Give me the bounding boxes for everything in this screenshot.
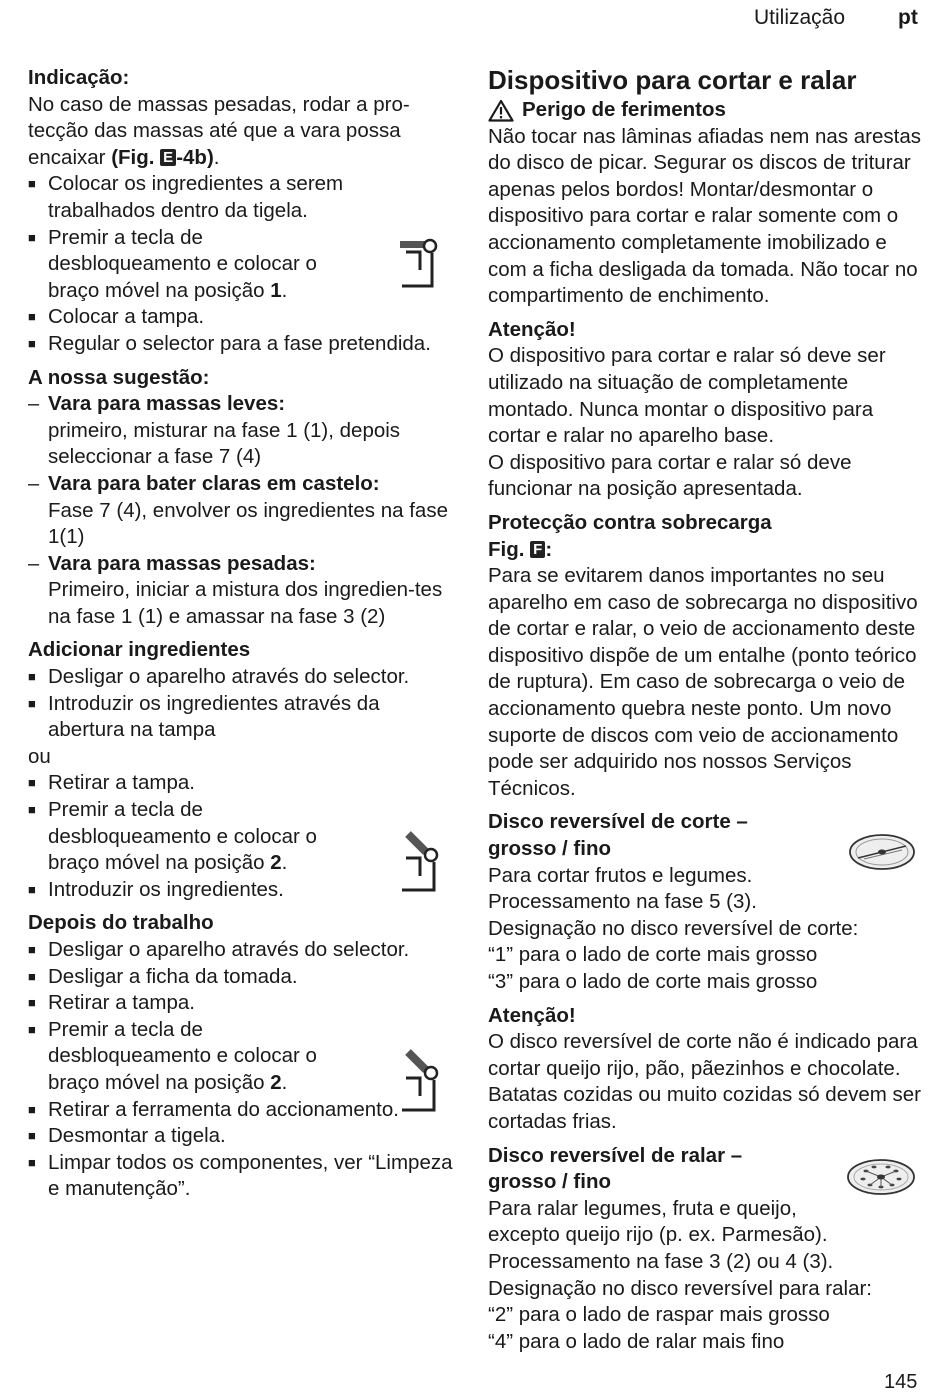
header-section: Utilização bbox=[754, 6, 846, 29]
header-language: pt bbox=[898, 6, 918, 29]
list-item: ■ Introduzir os ingredientes através da abertura na tampa bbox=[28, 691, 380, 742]
grating-disc-line: “2” para o lado de raspar mais grosso bbox=[488, 1303, 830, 1327]
danger-text: Não tocar nas lâminas afiadas nem nas arestas do disco de picar. Segurar os discos de triturar apenas pelos bordos! Montar/desmontar o dispositivo para cortar e ralar somente com o accionamento completamente imobilizado e com a ficha desligada da tomada. Não tocar no compartimento de enchimento. bbox=[488, 124, 922, 308]
list-item: ■ Regular o selector para a fase pretendida. bbox=[28, 331, 431, 355]
list-item: ■ Premir a tecla de desbloqueamento e colocar o braço móvel na posição 2. bbox=[28, 798, 317, 875]
left-column bbox=[28, 65, 453, 1203]
grating-disc-line: Designação no disco reversível para ralar: bbox=[488, 1276, 872, 1300]
warning-triangle-icon bbox=[488, 99, 514, 122]
cutting-disc-line: Para cortar frutos e legumes. bbox=[488, 863, 753, 887]
section-title: Dispositivo para cortar e ralar bbox=[488, 65, 857, 95]
list-item: ■ Desligar a ficha da tomada. bbox=[28, 964, 298, 988]
grating-disc-line: excepto queijo rijo (p. ex. Parmesão). bbox=[488, 1223, 828, 1247]
or-text: ou bbox=[28, 744, 51, 768]
grating-disc-line: “4” para o lado de ralar mais fino bbox=[488, 1329, 785, 1353]
cutting-disc-line: Designação no disco reversível de corte: bbox=[488, 916, 859, 940]
grating-disc-icon bbox=[846, 1157, 916, 1197]
arm-position-2-icon bbox=[398, 1048, 442, 1114]
figure-ref: (Fig. E -4b) bbox=[111, 145, 214, 169]
figure-badge-e: E bbox=[160, 149, 176, 166]
arm-position-2-icon bbox=[398, 830, 442, 894]
cutting-disc-heading: Disco reversível de corte – grosso / fino bbox=[488, 810, 748, 861]
list-item: ■ Colocar os ingredientes a serem trabalhados dentro da tigela. bbox=[28, 172, 344, 222]
suggestion-heading: A nossa sugestão: bbox=[28, 365, 210, 389]
list-item: ■ Desmontar a tigela. bbox=[28, 1124, 226, 1148]
list-item: – Vara para massas pesadas: Primeiro, iniciar a mistura dos ingredien-tes na fase 1 (1) e amassar na fase 3 (2) bbox=[28, 551, 443, 628]
list-item: ■ Limpar todos os componentes, ver “Limpeza e manutenção”. bbox=[28, 1150, 453, 1201]
list-item: ■ Desligar o aparelho através do selector. bbox=[28, 665, 410, 689]
grating-disc-heading: Disco reversível de ralar – grosso / fino bbox=[488, 1143, 743, 1194]
list-item: ■ Premir a tecla de desbloqueamento e colocar o braço móvel na posição 2. bbox=[28, 1017, 317, 1094]
overload-heading: Protecção contra sobrecarga bbox=[488, 510, 772, 534]
page-number: 145 bbox=[884, 1371, 918, 1393]
list-item: ■ Retirar a ferramenta do accionamento. bbox=[28, 1097, 399, 1121]
list-item: – Vara para bater claras em castelo: Fase 7 (4), envolver os ingredientes na fase 1(1) bbox=[28, 471, 448, 549]
attention-text: O dispositivo para cortar e ralar só deve ser utilizado na situação de completamente montado. Nunca montar o dispositivo para cortar e ralar no aparelho base. bbox=[488, 344, 886, 448]
overload-text: Para se evitarem danos importantes no seu aparelho em caso de sobrecarga no dispositivo de cortar e ralar, o veio de accionamento deste dispositivo dispõe de um entalhe (ponto teórico de ruptura). Em caso de sobrecarga o veio de accionamento quebra neste ponto. Um novo suporte de discos com veio de accionamento pode ser adquirido nos nossos Serviços Técnicos. bbox=[488, 564, 918, 800]
cutting-disc-line: “1” para o lado de corte mais grosso bbox=[488, 943, 818, 967]
attention-text: O dispositivo para cortar e ralar só deve funcionar na posição apresentada. bbox=[488, 450, 852, 501]
danger-heading: Perigo de ferimentos bbox=[488, 97, 928, 124]
arm-position-1-icon bbox=[398, 238, 442, 290]
after-work-heading: Depois do trabalho bbox=[28, 911, 214, 935]
list-item: ■ Introduzir os ingredientes. bbox=[28, 877, 284, 901]
figure-badge-f: F bbox=[530, 541, 545, 558]
list-item: ■ Colocar a tampa. bbox=[28, 305, 205, 329]
cutting-disc-icon bbox=[848, 832, 916, 872]
list-item: ■ Retirar a tampa. bbox=[28, 991, 195, 1015]
attention-text: O disco reversível de corte não é indicado para cortar queijo rijo, pão, pãezinhos e chocolate. Batatas cozidas ou muito cozidas só devem ser cortadas frias. bbox=[488, 1030, 921, 1133]
add-ingredients-heading: Adicionar ingredientes bbox=[28, 638, 251, 662]
indication-heading: Indicação: bbox=[28, 66, 130, 89]
list-item: – Vara para massas leves: primeiro, misturar na fase 1 (1), depois seleccionar a fase 7 (4) bbox=[28, 392, 401, 469]
list-item: ■ Desligar o aparelho através do selector. bbox=[28, 938, 410, 961]
indication-text: No caso de massas pesadas, rodar a pro-tecção das massas até que a vara possa encaixar (Fig. E -4b). bbox=[28, 92, 410, 169]
attention-heading: Atenção! bbox=[488, 317, 576, 341]
list-item: ■ Premir a tecla de desbloqueamento e colocar o braço móvel na posição 1. bbox=[28, 225, 317, 302]
figure-ref: Fig. F : bbox=[488, 537, 553, 561]
cutting-disc-line: “3” para o lado de corte mais grosso bbox=[488, 970, 818, 993]
attention-heading: Atenção! bbox=[488, 1003, 576, 1027]
grating-disc-line: Para ralar legumes, fruta e queijo, bbox=[488, 1196, 797, 1220]
cutting-disc-line: Processamento na fase 5 (3). bbox=[488, 890, 757, 914]
list-item: ■ Retirar a tampa. bbox=[28, 771, 195, 795]
grating-disc-line: Processamento na fase 3 (2) ou 4 (3). bbox=[488, 1249, 834, 1273]
